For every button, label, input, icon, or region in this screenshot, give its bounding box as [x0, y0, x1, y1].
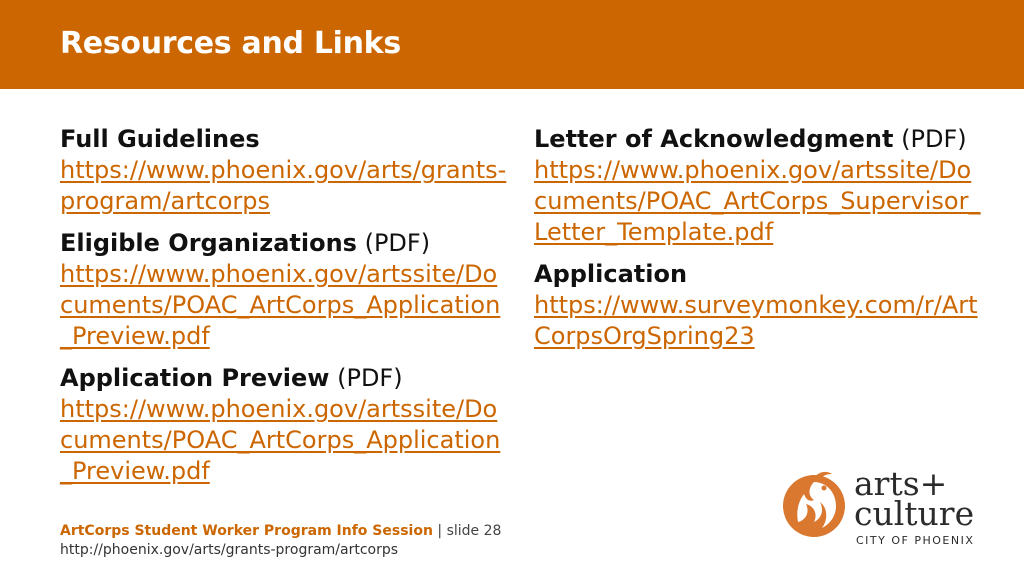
resources-left-column — [60, 124, 510, 498]
resource-name: Full Guidelines — [60, 125, 260, 153]
resource-kind: (PDF) — [364, 229, 431, 257]
eligible-organizations-link[interactable]: https://www.phoenix.gov/artssite/Documents/POAC_ArtCorps_Application_Preview.pdf — [60, 260, 501, 350]
resource-name: Application Preview — [60, 364, 330, 392]
resource-name: Eligible Organizations — [60, 229, 357, 257]
resource-full-guidelines — [60, 124, 510, 217]
resource-kind: (PDF) — [901, 125, 967, 153]
application-link[interactable]: https://www.surveymonkey.com/r/ArtCorpsOrgSpring23 — [534, 291, 978, 350]
resource-title — [60, 228, 510, 259]
resource-eligible-organizations — [60, 228, 510, 352]
resource-title — [534, 124, 984, 155]
footer-slide-number: slide 28 — [446, 523, 502, 539]
arts-culture-logo — [780, 466, 980, 550]
footer-separator: | — [437, 523, 443, 539]
slide-footer — [60, 522, 501, 560]
resource-title — [534, 259, 984, 290]
resource-title — [60, 124, 510, 155]
footer-url[interactable]: http://phoenix.gov/arts/grants-program/artcorps — [60, 542, 399, 558]
resource-name: Letter of Acknowledgment — [534, 125, 894, 153]
footer-program-name: ArtCorps Student Worker Program Info Session — [60, 523, 433, 539]
resources-right-column — [534, 124, 984, 363]
resource-kind: (PDF) — [337, 364, 403, 392]
full-guidelines-link[interactable]: https://www.phoenix.gov/arts/grants-program/artcorps — [60, 156, 507, 215]
resource-title — [60, 363, 510, 394]
logo-text-arts: arts+ — [854, 464, 948, 503]
phoenix-bird-icon — [780, 466, 848, 542]
resource-name: Application — [534, 260, 688, 288]
resource-application-preview — [60, 363, 510, 487]
logo-text-city: CITY OF PHOENIX — [856, 534, 975, 547]
resource-application — [534, 259, 984, 352]
title-bar — [0, 0, 1024, 89]
resource-letter-of-acknowledgment — [534, 124, 984, 248]
letter-of-acknowledgment-link[interactable]: https://www.phoenix.gov/artssite/Documents/POAC_ArtCorps_Supervisor_Letter_Template.pdf — [534, 156, 981, 246]
page-title: Resources and Links — [60, 26, 401, 61]
application-preview-link[interactable]: https://www.phoenix.gov/artssite/Documents/POAC_ArtCorps_Application_Preview.pdf — [60, 395, 501, 485]
logo-text-culture: culture — [854, 494, 975, 533]
